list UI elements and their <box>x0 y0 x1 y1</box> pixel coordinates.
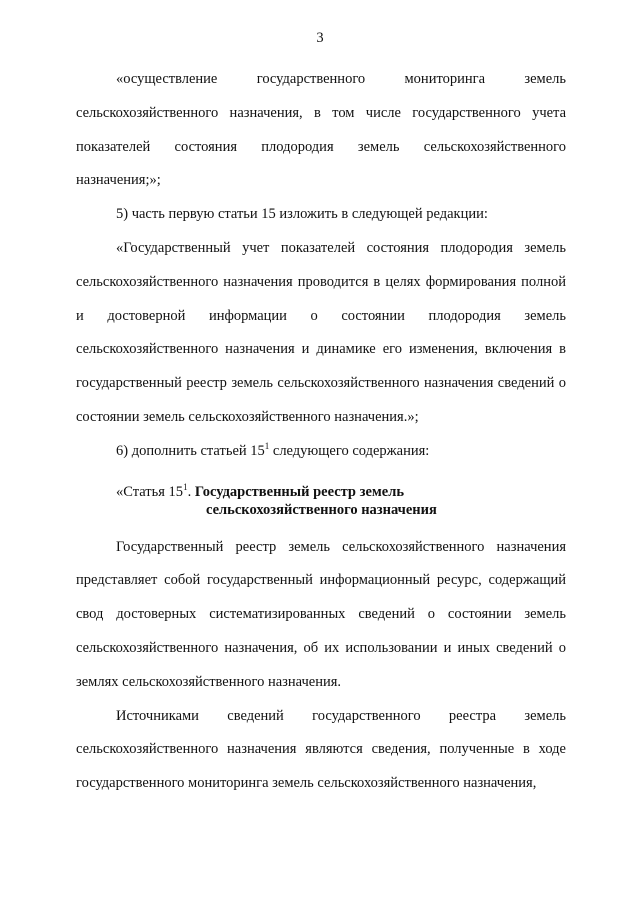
paragraph-article-15-amendment: 5) часть первую статьи 15 изложить в следующей редакции: <box>116 206 488 223</box>
add-article-suffix: следующего содержания: <box>269 442 430 459</box>
article-dot: . <box>187 483 195 500</box>
add-article-superscript: 1 <box>264 440 270 451</box>
article-title-line2: сельскохозяйственного назначения <box>206 501 437 518</box>
paragraph-state-accounting: «Государственный учет показателей состояния плодородия земель сельскохозяйственного назначения проводится в целях формирования полной и достоверной информации о состоянии плодородия земель сельскохозяйственного назначения и динамике его изменения, включения в государственный реестр земель сельскохозяйственного назначения сведений о состоянии земель сельскохозяйственного назначения.»; <box>76 239 566 425</box>
page-number: 3 <box>316 30 324 46</box>
article-prefix: «Статья 15 <box>116 483 184 500</box>
article-title-line1: Государственный реестр земель <box>194 483 404 500</box>
paragraph-add-article <box>76 435 566 469</box>
paragraph-registry-definition: Государственный реестр земель сельскохозяйственного назначения представляет собой государственный информационный ресурс, содержащий свод достоверных систематизированных сведений о состоянии земель сельскохозяйственного назначения, об их использовании и иных сведений о землях сельскохозяйственного назначения. <box>76 538 566 690</box>
add-article-prefix: 6) дополнить статьей 15 <box>116 442 265 459</box>
document-body <box>76 63 566 801</box>
article-superscript: 1 <box>183 481 188 492</box>
paragraph-registry-sources: Источниками сведений государственного реестра земель сельскохозяйственного назначения являются сведения, полученные в ходе государственного мониторинга земель сельскохозяйственного назначения, <box>76 707 566 792</box>
article-heading <box>76 483 566 519</box>
paragraph-monitoring: «осуществление государственного мониторинга земель сельскохозяйственного назначения, в том числе государственного учета показателей состояния плодородия земель сельскохозяйственного назначения;»; <box>76 71 566 189</box>
